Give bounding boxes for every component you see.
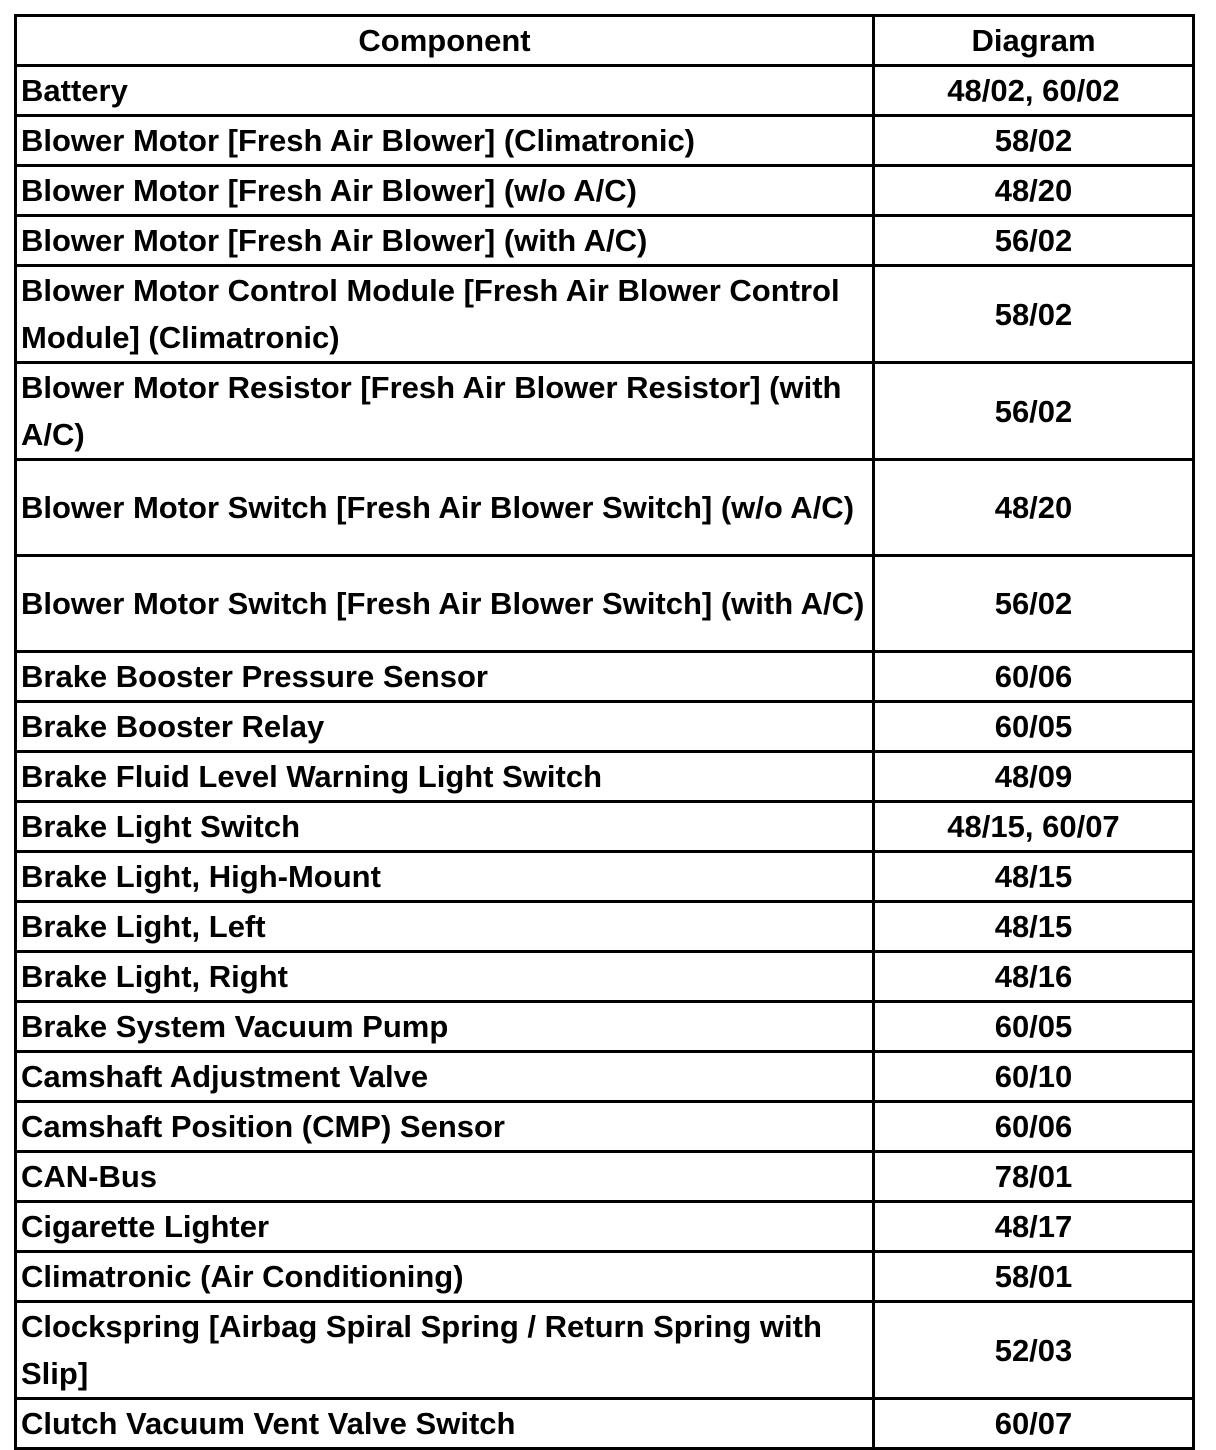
diagram-cell: 48/20 — [874, 460, 1194, 556]
table-row — [16, 460, 1194, 556]
component-cell: Brake System Vacuum Pump — [16, 1002, 874, 1052]
component-cell: Brake Light, Right — [16, 952, 874, 1002]
table-row — [16, 752, 1194, 802]
diagram-cell: 60/07 — [874, 1399, 1194, 1449]
component-cell: Brake Fluid Level Warning Light Switch — [16, 752, 874, 802]
component-cell: Climatronic (Air Conditioning) — [16, 1252, 874, 1302]
component-cell: Blower Motor [Fresh Air Blower] (w/o A/C) — [16, 166, 874, 216]
table-row — [16, 166, 1194, 216]
table-row — [16, 1052, 1194, 1102]
table-row — [16, 1252, 1194, 1302]
component-cell: Brake Booster Relay — [16, 702, 874, 752]
diagram-cell: 48/15 — [874, 852, 1194, 902]
table-row — [16, 66, 1194, 116]
diagram-cell: 56/02 — [874, 556, 1194, 652]
diagram-cell: 52/03 — [874, 1302, 1194, 1399]
component-cell: CAN-Bus — [16, 1152, 874, 1202]
table-row — [16, 266, 1194, 363]
column-header-component: Component — [16, 16, 874, 66]
column-header-diagram: Diagram — [874, 16, 1194, 66]
table-row — [16, 702, 1194, 752]
table-row — [16, 1152, 1194, 1202]
component-cell: Battery — [16, 66, 874, 116]
diagram-cell: 58/01 — [874, 1252, 1194, 1302]
component-cell: Brake Light, High-Mount — [16, 852, 874, 902]
component-cell: Blower Motor Control Module [Fresh Air Blower Control Module] (Climatronic) — [16, 266, 874, 363]
diagram-cell: 60/06 — [874, 1102, 1194, 1152]
component-cell: Cigarette Lighter — [16, 1202, 874, 1252]
component-cell: Camshaft Adjustment Valve — [16, 1052, 874, 1102]
component-table-container — [14, 14, 1192, 1450]
table-row — [16, 1102, 1194, 1152]
diagram-cell: 48/09 — [874, 752, 1194, 802]
table-row — [16, 652, 1194, 702]
table-row — [16, 1002, 1194, 1052]
table-row — [16, 216, 1194, 266]
diagram-cell: 78/01 — [874, 1152, 1194, 1202]
diagram-cell: 48/16 — [874, 952, 1194, 1002]
diagram-cell: 58/02 — [874, 116, 1194, 166]
diagram-cell: 48/17 — [874, 1202, 1194, 1252]
component-cell: Camshaft Position (CMP) Sensor — [16, 1102, 874, 1152]
component-cell: Brake Booster Pressure Sensor — [16, 652, 874, 702]
component-cell: Blower Motor Switch [Fresh Air Blower Switch] (with A/C) — [16, 556, 874, 652]
diagram-cell: 48/20 — [874, 166, 1194, 216]
table-row — [16, 1302, 1194, 1399]
component-cell: Blower Motor Switch [Fresh Air Blower Switch] (w/o A/C) — [16, 460, 874, 556]
diagram-cell: 60/06 — [874, 652, 1194, 702]
table-row — [16, 902, 1194, 952]
component-cell: Clutch Vacuum Vent Valve Switch — [16, 1399, 874, 1449]
table-row — [16, 116, 1194, 166]
component-cell: Blower Motor Resistor [Fresh Air Blower Resistor] (with A/C) — [16, 363, 874, 460]
diagram-cell: 56/02 — [874, 216, 1194, 266]
table-row — [16, 556, 1194, 652]
diagram-cell: 48/15, 60/07 — [874, 802, 1194, 852]
component-cell: Blower Motor [Fresh Air Blower] (with A/C) — [16, 216, 874, 266]
component-cell: Brake Light, Left — [16, 902, 874, 952]
table-row — [16, 852, 1194, 902]
component-cell: Blower Motor [Fresh Air Blower] (Climatronic) — [16, 116, 874, 166]
table-row — [16, 952, 1194, 1002]
table-row — [16, 802, 1194, 852]
diagram-cell: 60/05 — [874, 702, 1194, 752]
table-row — [16, 1399, 1194, 1449]
component-diagram-table — [14, 14, 1195, 1450]
component-cell: Clockspring [Airbag Spiral Spring / Return Spring with Slip] — [16, 1302, 874, 1399]
table-row — [16, 1202, 1194, 1252]
diagram-cell: 48/02, 60/02 — [874, 66, 1194, 116]
component-cell: Brake Light Switch — [16, 802, 874, 852]
diagram-cell: 60/05 — [874, 1002, 1194, 1052]
diagram-cell: 48/15 — [874, 902, 1194, 952]
diagram-cell: 58/02 — [874, 266, 1194, 363]
diagram-cell: 60/10 — [874, 1052, 1194, 1102]
table-header-row — [16, 16, 1194, 66]
diagram-cell: 56/02 — [874, 363, 1194, 460]
table-row — [16, 363, 1194, 460]
